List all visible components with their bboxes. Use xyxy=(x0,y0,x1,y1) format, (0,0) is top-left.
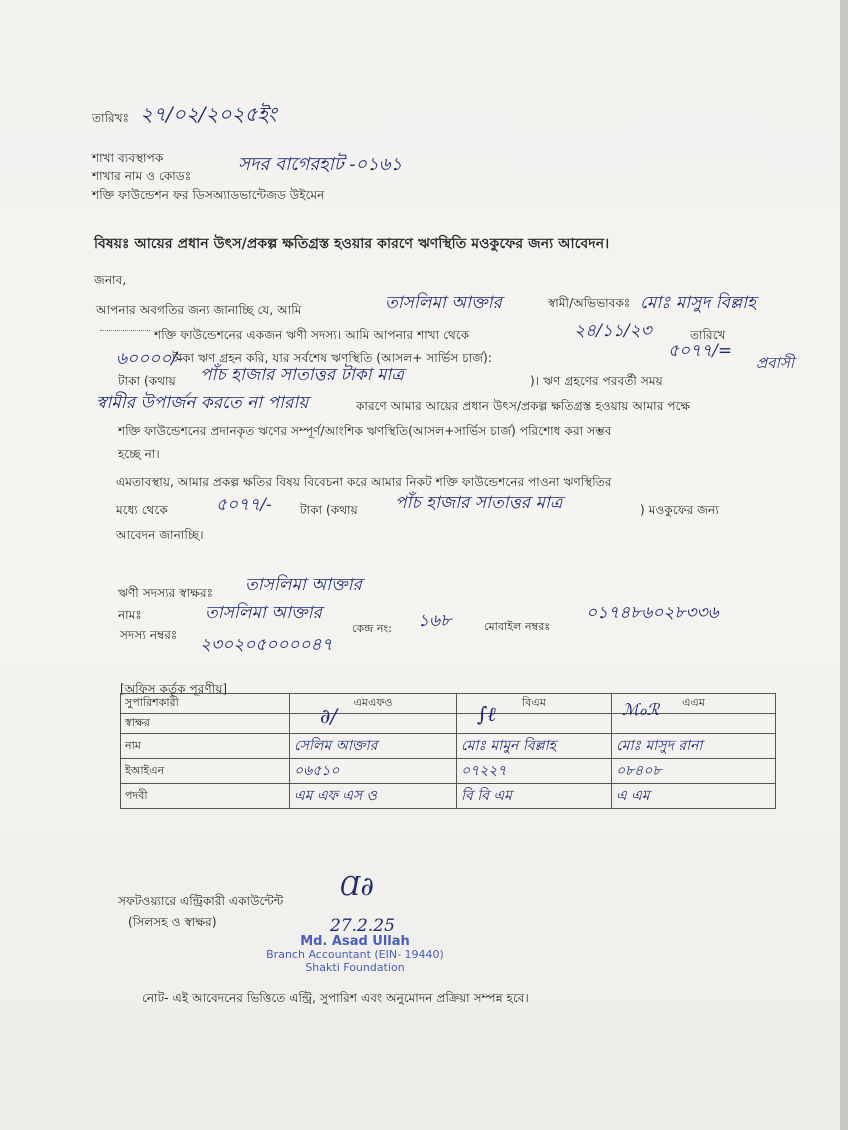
reason-part-a: প্রবাসী xyxy=(756,354,795,372)
waive-words: পাঁচ হাজার সাতাত্তর মাত্র xyxy=(395,493,563,513)
table-cell: মোঃ মাসুদ রানা xyxy=(612,734,776,759)
stamp-role: Branch Accountant (EIN- 19440) xyxy=(266,948,444,961)
date-value: ২৭/০২/২০২৫ইং xyxy=(140,102,277,126)
body-text: শক্তি ফাউন্ডেশনের একজন ঋণী সদস্য। আমি আপনার শাখা থেকে xyxy=(154,328,470,342)
body-text: হচ্ছে না। xyxy=(118,447,160,461)
table-header-cell: সুপারিশকারী xyxy=(121,694,290,714)
office-caption: [অফিস কর্তৃক পূরণীয়] xyxy=(120,682,228,696)
table-cell: মোঃ মামুন বিল্লাহ xyxy=(457,734,612,759)
signature-cell: ∂∕ xyxy=(290,714,457,734)
body-text: তারিখে xyxy=(690,328,726,342)
seal-label: (সিলসহ ও স্বাক্ষর) xyxy=(128,915,217,929)
mobile-label: মোবাইল নম্বরঃ xyxy=(484,620,551,633)
branch-value: সদর বাগেরহাট -০১৬১ xyxy=(238,154,403,175)
org-name: শক্তি ফাউন্ডেশন ফর ডিসঅ্যাডভান্টেজড উইমেন xyxy=(92,188,325,202)
footer-note: নোট- এই আবেদনের ভিত্তিতে এন্ট্রি, সুপারিশ এবং অনুমোদন প্রক্রিয়া সম্পন্ন হবে। xyxy=(142,991,529,1005)
table-header-cell: এমএফও xyxy=(290,694,457,714)
body-text: স্বামী/অভিভাবকঃ xyxy=(548,296,631,310)
table-cell: ০৬৫১০ xyxy=(290,759,457,784)
body-text: ) মওকুফের জন্য xyxy=(640,503,719,517)
mobile-number: ০১৭৪৮৬০২৮৩৩৬ xyxy=(586,603,719,623)
accountant-signature-icon: Ɑ∂ xyxy=(340,872,374,902)
salutation: জনাব, xyxy=(94,273,127,287)
branch-label: শাখার নাম ও কোডঃ xyxy=(92,169,192,183)
accountant-stamp xyxy=(265,935,445,974)
center-number: ১৬৮ xyxy=(418,611,452,631)
table-row xyxy=(121,784,776,809)
table-cell: এম এফ এস ও xyxy=(290,784,457,809)
accountant-label: সফটওয়্যারে এন্ট্রিকারী একাউন্টেন্ট xyxy=(118,894,284,908)
page-edge xyxy=(840,0,848,1130)
table-row xyxy=(121,734,776,759)
dotted-blank xyxy=(100,330,150,331)
reason-part-b: স্বামীর উপার্জন করতে না পারায় xyxy=(96,393,309,413)
body-text: কারণে আমার আয়ের প্রধান উৎস/প্রকল্প ক্ষতিগ্রস্ত হওয়ায় আমার পক্ষে xyxy=(356,399,691,413)
member-name-label: নামঃ xyxy=(118,608,142,622)
loan-amount: ৬০০০০/- xyxy=(116,349,183,369)
member-name: তাসলিমা আক্তার xyxy=(205,603,322,623)
row-label: নাম xyxy=(121,734,290,759)
table-header-row xyxy=(121,694,776,714)
signature-cell: ∫ℓ xyxy=(457,714,612,734)
center-label: কেন্দ্র নং: xyxy=(352,622,393,635)
body-text: আপনার অবগতির জন্য জানাচ্ছি যে, আমি xyxy=(96,303,302,317)
member-number-label: সদস্য নম্বরঃ xyxy=(120,628,178,642)
applicant-name: তাসলিমা আক্তার xyxy=(385,293,502,313)
accountant-date: 27.2.25 xyxy=(330,916,395,936)
body-text: টাকা (কথায় xyxy=(118,374,176,388)
table-cell: ০৭২২৭ xyxy=(457,759,612,784)
table-cell: সেলিম আক্তার xyxy=(290,734,457,759)
body-text: মধ্যে থেকে xyxy=(116,503,168,517)
stamp-org: Shakti Foundation xyxy=(305,961,405,974)
balance-amount: ৫০৭৭/= xyxy=(668,341,733,361)
waive-amount: ৫০৭৭/- xyxy=(216,495,272,515)
loan-date: ২৪/১১/২৩ xyxy=(574,321,652,341)
table-cell: এ এম xyxy=(612,784,776,809)
table-cell: বি বি এম xyxy=(457,784,612,809)
table-row xyxy=(121,759,776,784)
body-text: )। ঋণ গ্রহণের পরবর্তী সময় xyxy=(530,374,663,388)
subject: বিষয়ঃ আয়ের প্রধান উৎস/প্রকল্প ক্ষতিগ্রস্ত হওয়ার কারণে ঋণস্থিতি মওকুফের জন্য আবেদন। xyxy=(94,236,610,252)
body-text: টাকা ঋণ গ্রহন করি, যার সর্বশেষ ঋণস্থিতি (আসল+ সার্ভিস চার্জ): xyxy=(172,351,493,365)
row-label: পদবী xyxy=(121,784,290,809)
member-sign-label: ঋণী সদস্যর স্বাক্ষরঃ xyxy=(118,586,214,600)
row-label: ইআইএন xyxy=(121,759,290,784)
body-text: এমতাবস্থায়, আমার প্রকল্প ক্ষতির বিষয় বিবেচনা করে আমার নিকট শক্তি ফাউন্ডেশনের পাওনা ঋণস্থিতির xyxy=(116,475,612,489)
body-text: আবেদন জানাচ্ছি। xyxy=(116,528,204,542)
table-row xyxy=(121,714,776,734)
manager-label: শাখা ব্যবস্থাপক xyxy=(92,151,164,165)
body-text: শক্তি ফাউন্ডেশনের প্রদানকৃত ঋণের সম্পূর্ণ/আংশিক ঋণস্থিতি(আসল+সার্ভিস চার্জ) পরিশোধ করা সম্ভব xyxy=(118,424,612,438)
office-table xyxy=(120,693,776,809)
row-label: স্বাক্ষর xyxy=(121,714,290,734)
table-header-cell: এএম xyxy=(612,694,776,714)
signature-cell: ℳℴℛ xyxy=(612,714,776,734)
guardian-name: মোঃ মাসুদ বিল্লাহ xyxy=(640,293,756,313)
member-number: ২৩০২০৫০০০০৪৭ xyxy=(200,635,333,655)
body-text: টাকা (কথায় xyxy=(300,503,358,517)
date-label: তারিখঃ xyxy=(92,111,130,125)
balance-words: পাঁচ হাজার সাতাত্তর টাকা মাত্র xyxy=(200,365,404,385)
stamp-name: Md. Asad Ullah xyxy=(300,934,410,949)
table-header-cell: বিএম xyxy=(457,694,612,714)
table-cell: ০৮৪০৮ xyxy=(612,759,776,784)
member-signature: তাসলিমা আক্তার xyxy=(245,575,362,595)
